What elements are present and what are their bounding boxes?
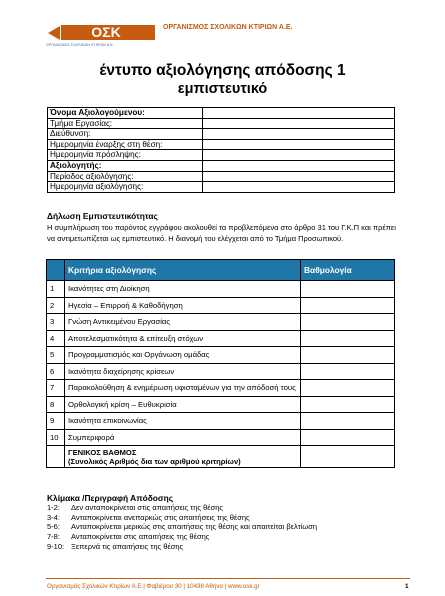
score-field[interactable] [301, 314, 395, 331]
info-value-field[interactable] [203, 171, 395, 182]
info-row [48, 150, 395, 161]
criteria-number: 3 [47, 314, 65, 331]
scale-range: 1-2: [47, 503, 60, 512]
criteria-label: Προγραμματισμός και Οργάνωση ομάδας [65, 347, 301, 364]
osk-logo [46, 21, 156, 43]
score-field[interactable] [301, 281, 395, 298]
info-row [48, 139, 395, 150]
score-field[interactable] [301, 297, 395, 314]
scale-item [47, 532, 317, 542]
criteria-number: 10 [47, 429, 65, 446]
info-row [48, 129, 395, 140]
info-value-field[interactable] [203, 129, 395, 140]
info-label: Αξιολογητής: [48, 160, 203, 171]
score-field[interactable] [301, 429, 395, 446]
criteria-number: 2 [47, 297, 65, 314]
employee-info-table [47, 107, 395, 193]
scale-item [47, 513, 317, 523]
score-field[interactable] [301, 347, 395, 364]
info-row [48, 160, 395, 171]
info-row [48, 118, 395, 129]
criteria-row [47, 363, 395, 380]
criteria-label: Ικανότητες στη Διοίκηση [65, 281, 301, 298]
info-label: Όνομα Αξιολογούμενου: [48, 108, 203, 119]
logo-subtitle: ΟΡΓΑΝΙΣΜΟΣ ΣΧΟΛΙΚΩΝ ΚΤΙΡΙΩΝ Α.Ε. [46, 43, 115, 47]
logo-text: ΟΣΚ [91, 24, 121, 40]
criteria-label: Αποτελεσματικότητα & επίτευξη στόχων [65, 330, 301, 347]
criteria-header-num-cell [47, 260, 65, 281]
info-value-field[interactable] [203, 182, 395, 193]
page-number: 1 [405, 583, 409, 590]
info-row [48, 182, 395, 193]
scale-range: 7-8: [47, 532, 60, 542]
criteria-number: 1 [47, 281, 65, 298]
document-title: έντυπο αξιολόγησης απόδοσης 1 [99, 62, 346, 79]
total-score-description: (Συνολικός Αριθμός δια των αριθμού κριτηρίων) [68, 456, 241, 466]
info-value-field[interactable] [203, 160, 395, 171]
criteria-number: 4 [47, 330, 65, 347]
score-field[interactable] [301, 380, 395, 397]
scale-list [47, 503, 317, 551]
total-score-title: ΓΕΝΙΚΟΣ ΒΑΘΜΟΣ [68, 447, 137, 457]
score-field[interactable] [301, 330, 395, 347]
criteria-row [47, 413, 395, 430]
info-label: Ημερομηνία πρόσληψης: [48, 150, 203, 161]
criteria-row [47, 330, 395, 347]
total-num-cell [47, 446, 65, 468]
info-label: Περίοδος αξιολόγησης: [48, 171, 203, 182]
score-field[interactable] [301, 396, 395, 413]
info-label: Τμήμα Εργασίας: [48, 118, 203, 129]
confidentiality-text: Η συμπλήρωση του παρόντος εγγράφου ακολουθεί τα προβλεπόμενα στο άρθρο 31 του Γ.Κ.Π και πρέπει να αντιμετωπίζεται ως εμπιστευτικό. Η διανομή του ελέγχεται από το Τμήμα Προσωπικού. [47, 223, 396, 244]
scale-range: 3-4: [47, 512, 60, 522]
info-value-field[interactable] [203, 139, 395, 150]
organization-name: ΟΡΓΑΝΙΣΜΟΣ ΣΧΟΛΙΚΩΝ ΚΤΙΡΙΩΝ Α.Ε. [163, 24, 293, 31]
scale-description: Ανταποκρίνεται στις απαιτήσεις της θέσης [71, 532, 210, 542]
criteria-label: Ηγεσία – Επιρροή & Καθοδήγηση [65, 297, 301, 314]
criteria-number: 8 [47, 396, 65, 413]
criteria-number: 6 [47, 363, 65, 380]
criteria-row [47, 347, 395, 364]
scale-item [47, 522, 317, 532]
criteria-label: Ικανότητα επικοινωνίας [65, 413, 301, 430]
criteria-row [47, 396, 395, 413]
criteria-number: 5 [47, 347, 65, 364]
criteria-header-row [47, 260, 395, 281]
criteria-header-label: Κριτήρια αξιολόγησης [65, 260, 301, 281]
scale-item [47, 503, 317, 513]
info-value-field[interactable] [203, 108, 395, 119]
criteria-label: Ορθολογική κρίση – Ευθυκρισία [65, 396, 301, 413]
criteria-row [47, 380, 395, 397]
info-row [48, 108, 395, 119]
score-header-label: Βαθμολογία [301, 260, 395, 281]
info-label: Διεύθυνση: [48, 129, 203, 140]
info-label: Ημερομηνία αξιολόγησης: [48, 182, 203, 193]
score-field[interactable] [301, 363, 395, 380]
criteria-label: Ικανότητα διαχείρησης κρίσεων [65, 363, 301, 380]
logo-triangle-mark [48, 26, 60, 40]
criteria-label: Συμπεριφορά [65, 429, 301, 446]
scale-range: 9-10: [47, 541, 65, 551]
scale-description: Δεν ανταποκρίνεται στις απαιτήσεις της θέσης [71, 503, 224, 512]
footer-text: Οργανισμός Σχολικών Κτιρίων Α.Ε.| Φαβιέρου 30 | 10438 Αθήνα | www.osk.gr [47, 583, 260, 590]
criteria-label: Παρακολούθηση & ενημέρωση υφισταμένων για την απόδοσή τους [65, 380, 301, 397]
info-row [48, 171, 395, 182]
scale-range: 5-6: [47, 522, 60, 532]
total-score-row [47, 446, 395, 468]
total-score-label [65, 446, 301, 468]
criteria-row [47, 281, 395, 298]
confidentiality-heading: Δήλωση Εμπιστευτικότητας [47, 211, 158, 221]
total-score-field[interactable] [301, 446, 395, 468]
scale-description: Ανταποκρίνεται μερικώς στις απαιτήσεις της θέσης και απαιτείται βελτίωση [71, 522, 318, 532]
criteria-number: 7 [47, 380, 65, 397]
scale-description: Ξεπερνά τις απαιτήσεις της θέσης [71, 541, 184, 551]
info-value-field[interactable] [203, 150, 395, 161]
criteria-number: 9 [47, 413, 65, 430]
scale-description: Ανταποκρίνεται ανεπαρκώς στις απαιτήσεις της θέσης [71, 512, 250, 522]
info-label: Ημερομηνία έναρξης στη θέση: [48, 139, 203, 150]
criteria-row [47, 429, 395, 446]
criteria-row [47, 314, 395, 331]
criteria-row [47, 297, 395, 314]
info-value-field[interactable] [203, 118, 395, 129]
footer-divider [46, 578, 410, 579]
scale-heading: Κλίμακα /Περιγραφή Απόδοσης [47, 493, 174, 503]
score-field[interactable] [301, 413, 395, 430]
criteria-table [46, 259, 395, 468]
scale-item [47, 542, 317, 552]
document-subtitle: εμπιστευτικό [177, 81, 268, 97]
criteria-label: Γνώση Αντικειμένου Εργασίας [65, 314, 301, 331]
